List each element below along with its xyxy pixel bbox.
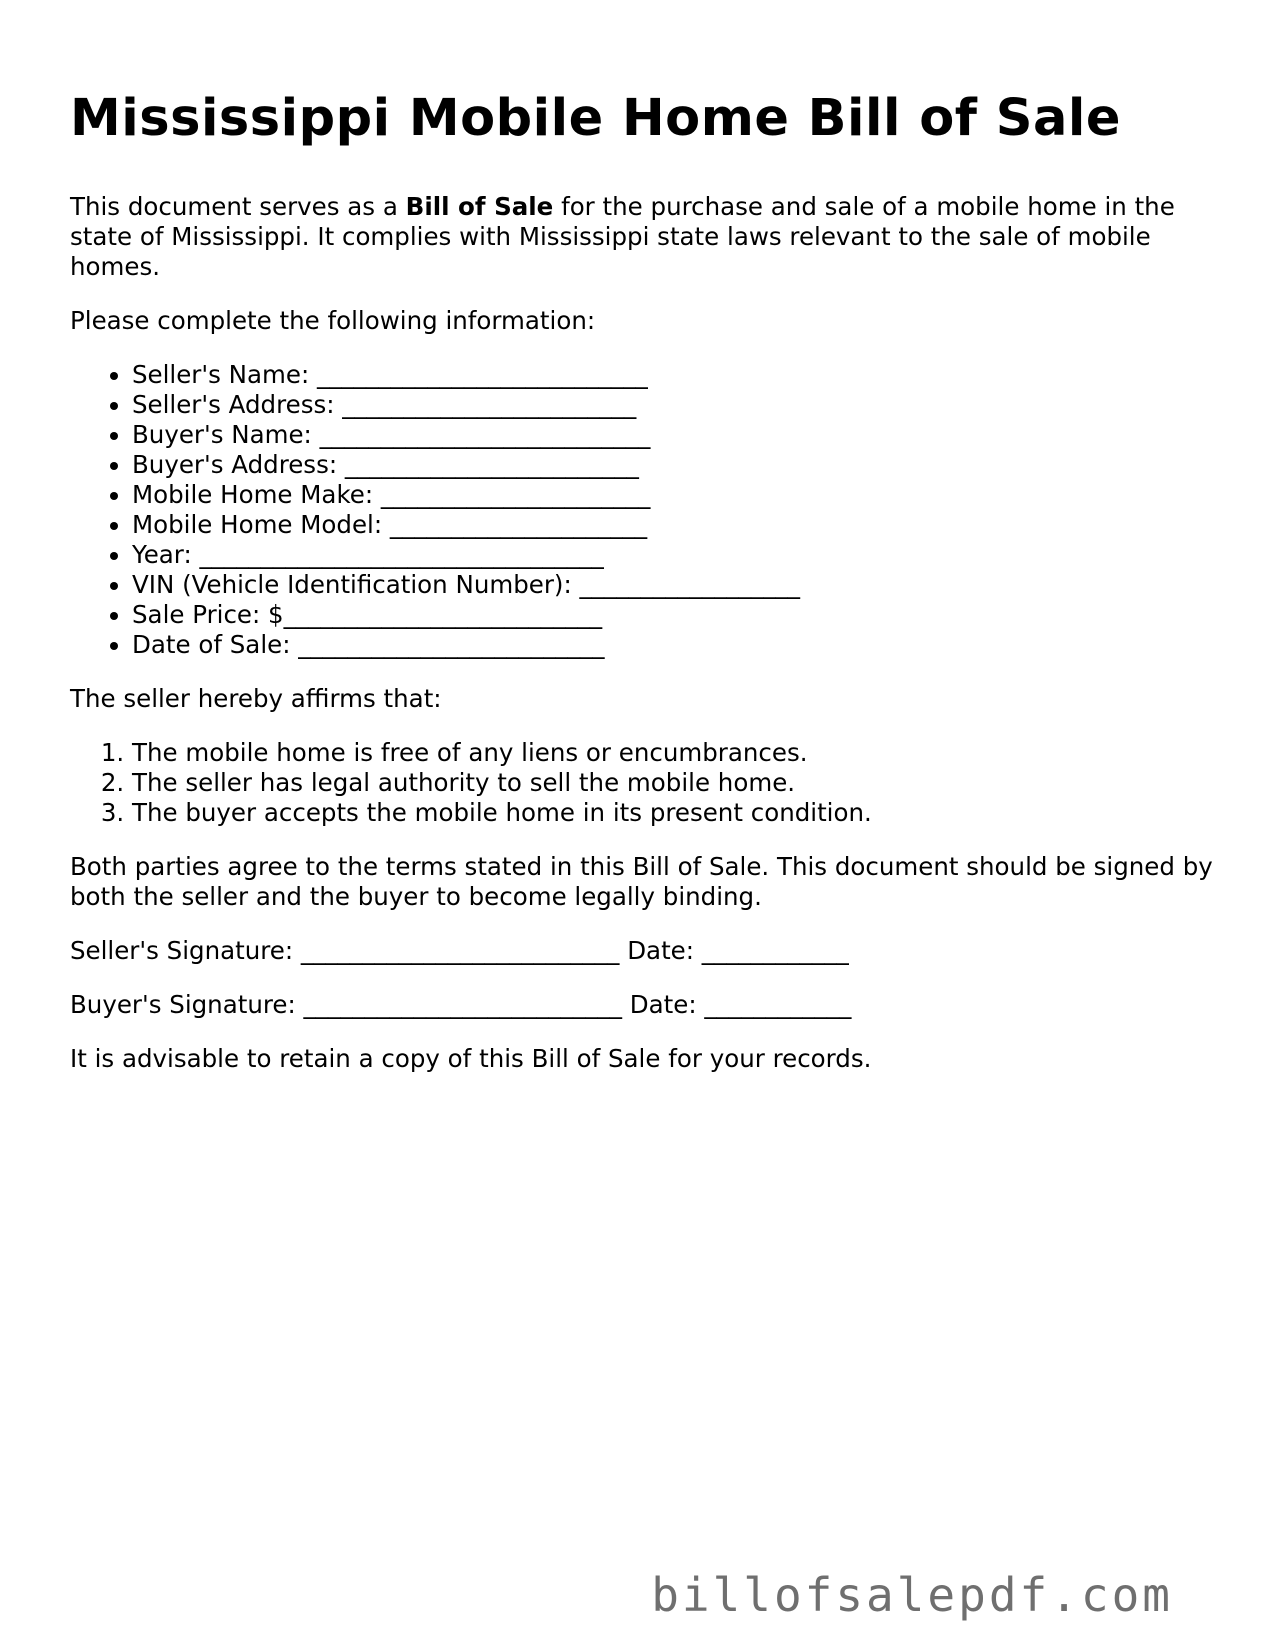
retain-note: It is advisable to retain a copy of this Bill of Sale for your records.: [70, 1044, 872, 1073]
field-item-buyer-address: • Buyer's Address: ________________________: [132, 450, 1220, 480]
field-item-make: • Mobile Home Make: ______________________: [132, 480, 1220, 510]
site-watermark: billofsalepdf.com: [651, 1568, 1173, 1622]
affirmation-item: 3. The buyer accepts the mobile home in its present condition.: [132, 798, 1220, 828]
affirmation-item: 1. The mobile home is free of any liens or encumbrances.: [132, 738, 1220, 768]
seller-signature-line: Seller's Signature: __________________________ Date: ____________: [70, 936, 849, 965]
field-item-model: • Mobile Home Model: _____________________: [132, 510, 1220, 540]
buyer-signature-line: Buyer's Signature: __________________________ Date: ____________: [70, 990, 852, 1019]
field-item-vin: • VIN (Vehicle Identification Number): __________________: [132, 570, 1220, 600]
field-item-seller-name: • Seller's Name: ___________________________: [132, 360, 1220, 390]
agreement-paragraph: Both parties agree to the terms stated in this Bill of Sale. This document should be signed by both the seller and the buyer to become legally binding.: [70, 852, 1213, 911]
intro-text-bold: Bill of Sale: [405, 192, 554, 221]
fields-prompt: Please complete the following information:: [70, 306, 596, 335]
affirm-intro: The seller hereby affirms that:: [70, 684, 442, 713]
affirmation-item: 2. The seller has legal authority to sell the mobile home.: [132, 768, 1220, 798]
page-title: Mississippi Mobile Home Bill of Sale: [70, 89, 1121, 148]
field-item-date-of-sale: • Date of Sale: _________________________: [132, 630, 1220, 660]
document-page: [70, 88, 1220, 1074]
field-item-seller-address: • Seller's Address: ________________________: [132, 390, 1220, 420]
intro-paragraph: [70, 192, 1220, 282]
field-item-year: • Year: _________________________________: [132, 540, 1220, 570]
field-item-buyer-name: • Buyer's Name: ___________________________: [132, 420, 1220, 450]
intro-text-post: for the purchase and sale of a mobile home in the state of Mississippi. It complies with Mississippi state laws relevant to the sale of mobile homes.: [70, 192, 1175, 281]
fields-list: [70, 360, 1220, 660]
affirmations-list: [70, 738, 1220, 828]
field-item-sale-price: • Sale Price: $__________________________: [132, 600, 1220, 630]
intro-text-pre: This document serves as a: [70, 192, 406, 221]
